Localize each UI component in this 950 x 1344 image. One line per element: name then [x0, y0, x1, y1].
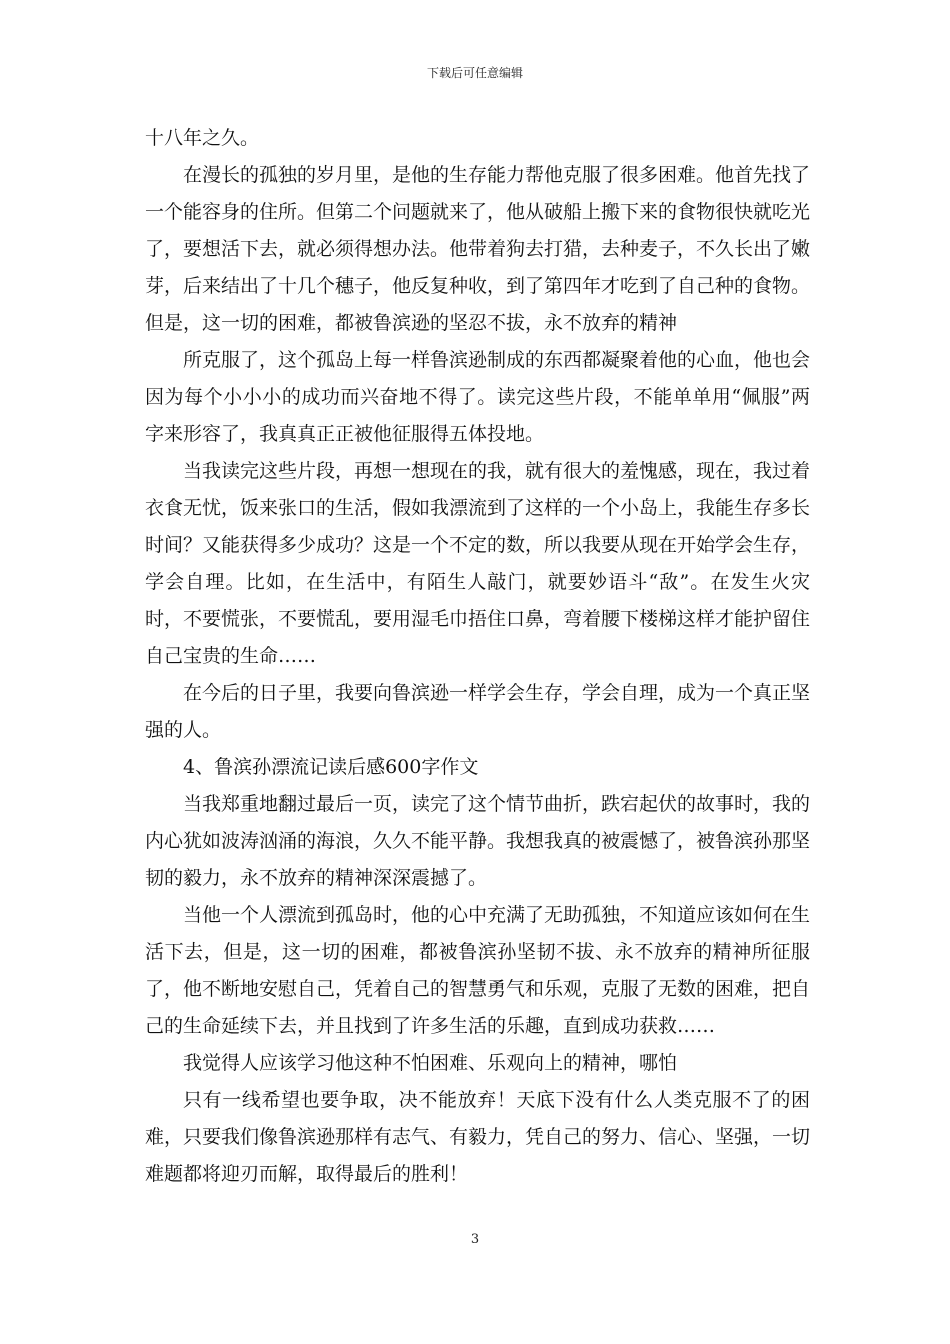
section-heading: 4、鲁滨孙漂流记读后感600字作文 — [183, 756, 479, 778]
paragraph-8: 我觉得人应该学习他这种不怕困难、乐观向上的精神，哪怕 — [183, 1052, 678, 1074]
paragraph-9: 只有一线希望也要争取，决不能放弃！天底下没有什么人类克服不了的困难，只要我们像鲁滨逊那样有志气、有毅力，凭自己的努力、信心、坚强，一切难题都将迎刃而解，取得最后的胜利！ — [145, 1089, 811, 1185]
paragraph-6: 当我郑重地翻过最后一页，读完了这个情节曲折，跌宕起伏的故事时，我的内心犹如波涛汹涌的海浪，久久不能平静。我想我真的被震憾了，被鲁滨孙那坚韧的毅力，永不放弃的精神深深震撼了。 — [145, 793, 811, 889]
document-body — [145, 120, 810, 1193]
paragraph-3: 所克服了，这个孤岛上每一样鲁滨逊制成的东西都凝聚着他的心血，他也会因为每个小小小的成功而兴奋地不得了。读完这些片段，不能单单用“佩服”两字来形容了，我真真正正被他征服得五体投地。 — [145, 349, 811, 445]
paragraph-4: 当我读完这些片段，再想一想现在的我，就有很大的羞愧感，现在，我过着衣食无忧，饭来张口的生活，假如我漂流到了这样的一个小岛上，我能生存多长时间？又能获得多少成功？这是一个不定的数，所以我要从现在开始学会生存，学会自理。比如，在生活中，有陌生人敲门，就要妙语斗“敌”。在发生火灾时，不要慌张，不要慌乱，要用湿毛巾捂住口鼻，弯着腰下楼梯这样才能护留住自己宝贵的生命…… — [145, 460, 811, 667]
page-number: 3 — [470, 1232, 480, 1247]
page-header: 下载后可任意编辑 — [426, 66, 523, 80]
paragraph-5: 在今后的日子里，我要向鲁滨逊一样学会生存，学会自理，成为一个真正坚强的人。 — [145, 682, 811, 741]
paragraph-1: 十八年之久。 — [145, 127, 260, 149]
paragraph-2: 在漫长的孤独的岁月里，是他的生存能力帮他克服了很多困难。他首先找了一个能容身的住所。但第二个问题就来了，他从破船上搬下来的食物很快就吃光了，要想活下去，就必须得想办法。他带着狗去打猎，去种麦子，不久长出了嫩芽，后来结出了十几个穗子，他反复种收，到了第四年才吃到了自己种的食物。但是，这一切的困难，都被鲁滨逊的坚忍不拔，永不放弃的精神 — [145, 164, 811, 334]
paragraph-7: 当他一个人漂流到孤岛时，他的心中充满了无助孤独，不知道应该如何在生活下去，但是，这一切的困难，都被鲁滨孙坚韧不拔、永不放弃的精神所征服了，他不断地安慰自己，凭着自己的智慧勇气和乐观，克服了无数的困难，把自己的生命延续下去，并且找到了许多生活的乐趣，直到成功获救…… — [145, 904, 811, 1037]
